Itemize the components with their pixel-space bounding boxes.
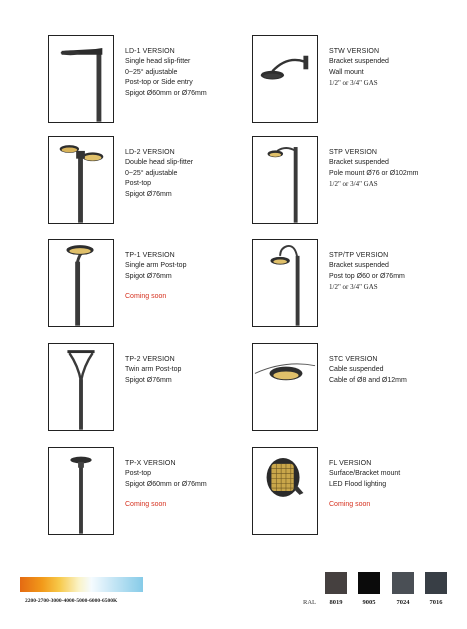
stptp-line: Bracket suspended bbox=[329, 262, 389, 270]
stptp-lamp-icon bbox=[253, 240, 317, 326]
stc-luminaire-image bbox=[252, 343, 318, 431]
tp1-description bbox=[125, 251, 255, 303]
stc-description bbox=[329, 355, 459, 386]
stp-line: Pole mount Ø76 or Ø102mm bbox=[329, 169, 419, 177]
ld1-line: Post-top or Side entry bbox=[125, 79, 193, 87]
ld1-luminaire-image bbox=[48, 35, 114, 123]
stptp-title: STP/TP VERSION bbox=[329, 252, 389, 259]
ld1-title: LD-1 VERSION bbox=[125, 48, 175, 55]
tpx-lamp-icon bbox=[49, 448, 113, 534]
product-card-ld2 bbox=[48, 136, 254, 224]
stptp-line: Post top Ø60 or Ø76mm bbox=[329, 272, 405, 280]
product-card-fl bbox=[252, 447, 458, 535]
tp1-lamp-icon bbox=[49, 240, 113, 326]
product-card-ld1 bbox=[48, 35, 254, 123]
ral-code-9005: 9005 bbox=[362, 599, 376, 606]
stw-lamp-icon bbox=[253, 36, 317, 122]
tp2-description bbox=[125, 355, 255, 386]
ld2-lamp-icon bbox=[49, 137, 113, 223]
stp-line: Bracket suspended bbox=[329, 159, 389, 167]
stptp-luminaire-image bbox=[252, 239, 318, 327]
ld2-description bbox=[125, 148, 255, 200]
stp-description bbox=[329, 148, 459, 190]
ld1-line: Spigot Ø60mm or Ø76mm bbox=[125, 89, 207, 97]
ld2-line: 0~25° adjustable bbox=[125, 169, 178, 177]
product-card-tpx bbox=[48, 447, 254, 535]
tpx-line: Post-top bbox=[125, 470, 152, 478]
ral-swatch-9005 bbox=[358, 572, 380, 594]
stw-gas: 1/2" or 3/4" GAS bbox=[329, 79, 378, 88]
tp2-lamp-icon bbox=[49, 344, 113, 430]
ral-swatch-7016 bbox=[425, 572, 447, 594]
stw-luminaire-image bbox=[252, 35, 318, 123]
ral-swatch-8019 bbox=[325, 572, 347, 594]
product-card-stp bbox=[252, 136, 458, 224]
stp-gas: 1/2" or 3/4" GAS bbox=[329, 180, 378, 189]
stw-description bbox=[329, 47, 459, 89]
ld1-lamp-icon bbox=[49, 36, 113, 122]
stc-line: Cable of Ø8 and Ø12mm bbox=[329, 376, 407, 384]
fl-line: LED Flood lighting bbox=[329, 480, 387, 488]
tp2-line: Twin arm Post-top bbox=[125, 366, 182, 374]
tpx-coming-soon: Coming soon bbox=[125, 501, 167, 509]
ld1-line: 0~25° adjustable bbox=[125, 68, 178, 76]
color-temperature-label: 2200-2700-3000-4000-5000-6000-6500K bbox=[25, 598, 118, 604]
ld2-line: Spigot Ø76mm bbox=[125, 190, 172, 198]
tp1-title: TP-1 VERSION bbox=[125, 252, 175, 259]
tpx-title: TP-X VERSION bbox=[125, 460, 176, 467]
ral-code-8019: 8019 bbox=[329, 599, 343, 606]
stp-lamp-icon bbox=[253, 137, 317, 223]
tp2-title: TP-2 VERSION bbox=[125, 356, 175, 363]
ld2-line: Post-top bbox=[125, 180, 152, 188]
ld1-line: Single head slip-fitter bbox=[125, 58, 191, 66]
stc-title: STC VERSION bbox=[329, 356, 378, 363]
fl-floodlight-icon bbox=[253, 448, 317, 534]
tp2-luminaire-image bbox=[48, 343, 114, 431]
ral-code-7016: 7016 bbox=[429, 599, 443, 606]
tp1-line: Spigot Ø76mm bbox=[125, 272, 172, 280]
product-card-tp2 bbox=[48, 343, 254, 431]
tp1-luminaire-image bbox=[48, 239, 114, 327]
fl-title: FL VERSION bbox=[329, 460, 372, 467]
stw-line: Bracket suspended bbox=[329, 58, 389, 66]
fl-description bbox=[329, 459, 459, 511]
product-card-stptp bbox=[252, 239, 458, 327]
color-temperature-gradient bbox=[20, 577, 143, 592]
ral-label: RAL bbox=[303, 599, 316, 606]
stw-line: Wall mount bbox=[329, 68, 364, 76]
stptp-description bbox=[329, 251, 459, 293]
ld2-line: Double head slip-fitter bbox=[125, 159, 194, 167]
fl-luminaire-image bbox=[252, 447, 318, 535]
stc-line: Cable suspended bbox=[329, 366, 384, 374]
fl-line: Surface/Bracket mount bbox=[329, 470, 401, 478]
stc-lamp-icon bbox=[253, 344, 317, 430]
stw-title: STW VERSION bbox=[329, 48, 380, 55]
ld1-description bbox=[125, 47, 255, 99]
tp2-line: Spigot Ø76mm bbox=[125, 376, 172, 384]
tpx-description bbox=[125, 459, 255, 511]
fl-coming-soon: Coming soon bbox=[329, 501, 371, 509]
ral-code-7024: 7024 bbox=[396, 599, 410, 606]
tp1-coming-soon: Coming soon bbox=[125, 293, 167, 301]
stp-luminaire-image bbox=[252, 136, 318, 224]
ral-swatch-7024 bbox=[392, 572, 414, 594]
product-card-tp1 bbox=[48, 239, 254, 327]
tpx-luminaire-image bbox=[48, 447, 114, 535]
stp-title: STP VERSION bbox=[329, 149, 378, 156]
ld2-luminaire-image bbox=[48, 136, 114, 224]
product-card-stc bbox=[252, 343, 458, 431]
tp1-line: Single arm Post-top bbox=[125, 262, 187, 270]
product-card-stw bbox=[252, 35, 458, 123]
ld2-title: LD-2 VERSION bbox=[125, 149, 175, 156]
tpx-line: Spigot Ø60mm or Ø76mm bbox=[125, 480, 207, 488]
stptp-gas: 1/2" or 3/4" GAS bbox=[329, 283, 378, 292]
